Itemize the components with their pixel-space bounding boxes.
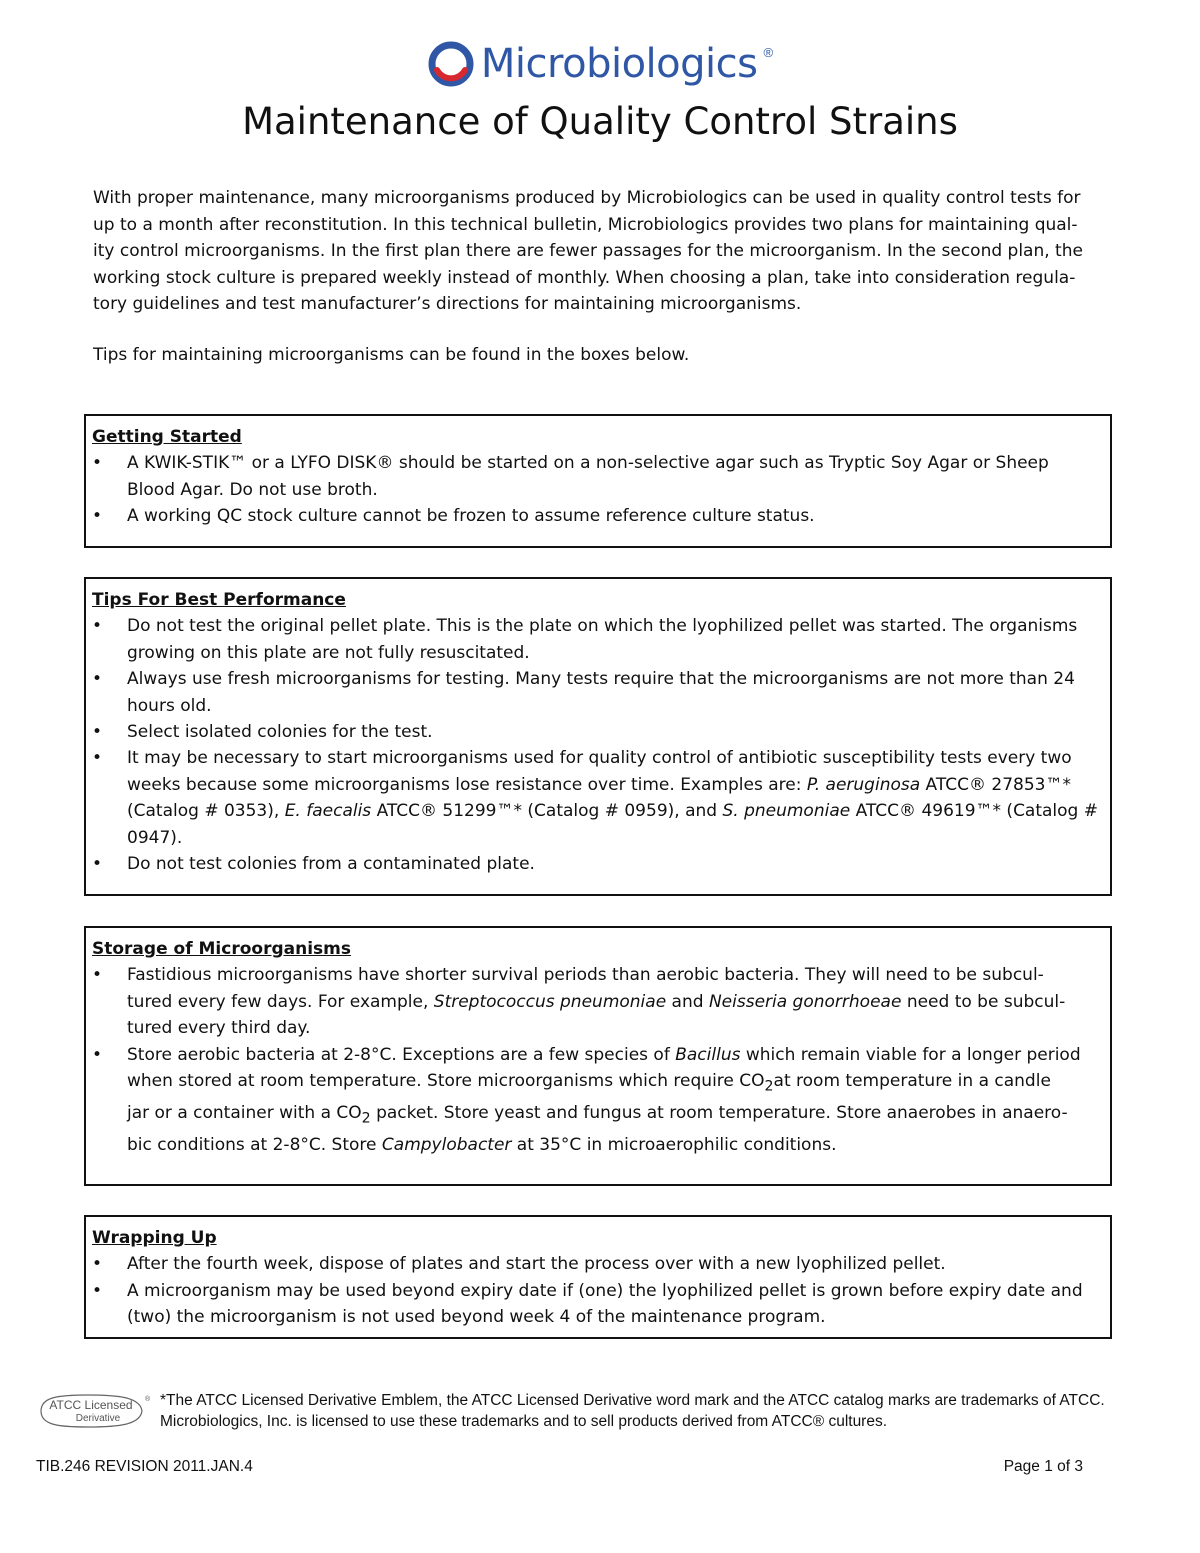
subscript: 2 [361, 1110, 371, 1127]
intro-paragraph [93, 185, 1123, 318]
item-line [127, 989, 1104, 1015]
text-span: when stored at room temperature. Store microorganisms which require CO [127, 1071, 765, 1092]
getting-started-box [84, 414, 1112, 548]
logo-wordmark: Microbiologics [480, 41, 758, 87]
bullet-icon: • [92, 669, 103, 690]
species-name: S. pneumoniae [722, 801, 851, 822]
item-line: After the fourth week, dispose of plates and start the process over with a new lyophilized pellet. [127, 1254, 946, 1275]
text-span: at room temperature in a candle [773, 1071, 1051, 1092]
item-line [127, 1100, 1104, 1132]
item-line: A working QC stock culture cannot be frozen to assume reference culture status. [127, 506, 815, 527]
bullet-icon: • [92, 1254, 103, 1275]
item-line [127, 1132, 1104, 1158]
list-item [92, 1278, 1104, 1331]
brand-logo [0, 40, 1200, 88]
species-name: E. faecalis [284, 801, 372, 822]
bullet-icon: • [92, 854, 103, 875]
text-span: at 35°C in microaerophilic conditions. [511, 1134, 837, 1155]
bullet-icon: • [92, 1280, 103, 1301]
text-span: (Catalog # 0353), [127, 801, 285, 822]
item-line: Do not test colonies from a contaminated plate. [127, 854, 535, 875]
item-line: Select isolated colonies for the test. [127, 722, 433, 743]
list-item [92, 1042, 1104, 1158]
text-span: and [666, 991, 709, 1012]
text-span: weeks because some microorganisms lose resistance over time. Examples are: [127, 774, 807, 795]
logo-registered-mark: ® [763, 44, 774, 60]
item-line: (two) the microorganism is not used beyond week 4 of the maintenance program. [127, 1307, 826, 1328]
document-revision: TIB.246 REVISION 2011.JAN.4 [36, 1458, 253, 1475]
bullet-icon: • [92, 722, 103, 743]
item-line: Always use fresh microorganisms for testing. Many tests require that the microorganisms are not more than 24 [127, 669, 1075, 690]
page-number: Page 1 of 3 [1003, 1458, 1083, 1475]
text-span: tured every few days. For example, [127, 991, 434, 1012]
atcc-emblem-line1: ATCC Licensed [49, 1398, 133, 1412]
list-item [92, 613, 1104, 666]
storage-box [84, 926, 1112, 1186]
intro-line: tory guidelines and test manufacturer’s directions for maintaining microorganisms. [93, 294, 802, 314]
list-item [92, 666, 1104, 719]
intro-line: working stock culture is prepared weekly instead of monthly. When choosing a plan, take into consideration regula- [93, 267, 1076, 288]
text-span: Store aerobic bacteria at 2-8°C. Exceptions are a few species of [127, 1044, 676, 1065]
text-span: packet. Store yeast and fungus at room temperature. Store anaerobes in anaero- [370, 1102, 1068, 1123]
list-item [92, 962, 1104, 1041]
wrapping-up-title: Wrapping Up [92, 1228, 217, 1248]
item-line: Blood Agar. Do not use broth. [127, 479, 378, 500]
bullet-icon: • [92, 965, 103, 986]
list-item [92, 745, 1104, 851]
species-name: Streptococcus pneumoniae [433, 991, 667, 1012]
footnote-line: Microbiologics, Inc. is licensed to use these trademarks and to sell products derived from ATCC® cultures. [160, 1413, 888, 1430]
list-item [92, 1251, 1104, 1277]
item-line [127, 798, 1104, 824]
list-item [92, 503, 1104, 529]
text-span: ATCC® 27853™* [920, 774, 1071, 795]
trademark-footnote [160, 1390, 1150, 1432]
intro-line: ity control microorganisms. In the first plan there are fewer passages for the microorganism. In the second plan, the [93, 241, 1083, 261]
bullet-icon: • [92, 506, 103, 527]
microbiologics-logo-icon [427, 40, 475, 88]
page-title: Maintenance of Quality Control Strains [242, 100, 958, 143]
bullet-icon: • [92, 453, 103, 474]
species-name: Neisseria gonorrhoeae [708, 991, 902, 1012]
item-line: It may be necessary to start microorganisms used for quality control of antibiotic susceptibility tests every two [127, 748, 1072, 769]
atcc-licensed-derivative-emblem [38, 1393, 153, 1434]
list-item [92, 851, 1104, 877]
species-name: Bacillus [675, 1044, 741, 1065]
subscript: 2 [764, 1078, 774, 1095]
text-span: jar or a container with a CO [127, 1102, 362, 1123]
item-line: Do not test the original pellet plate. This is the plate on which the lyophilized pellet was started. The organisms [127, 616, 1078, 637]
bullet-icon: • [92, 1044, 103, 1065]
bullet-icon: • [92, 616, 103, 637]
item-line [127, 1042, 1104, 1068]
footnote-line: *The ATCC Licensed Derivative Emblem, the ATCC Licensed Derivative word mark and the ATCC catalog marks are trademarks of ATCC. [160, 1392, 1105, 1409]
text-span: which remain viable for a longer period [740, 1044, 1081, 1065]
bullet-icon: • [92, 748, 103, 769]
item-line: hours old. [127, 695, 212, 716]
text-span: need to be subcul- [901, 991, 1066, 1012]
item-line: growing on this plate are not fully resuscitated. [127, 642, 530, 663]
intro-line: up to a month after reconstitution. In this technical bulletin, Microbiologics provides two plans for maintaining qual- [93, 214, 1078, 235]
atcc-emblem-reg: ® [145, 1396, 151, 1403]
storage-title: Storage of Microorganisms [92, 939, 351, 959]
item-line: A microorganism may be used beyond expiry date if (one) the lyophilized pellet is grown before expiry date and [127, 1280, 1083, 1301]
item-line: Fastidious microorganisms have shorter survival periods than aerobic bacteria. They will need to be subcul- [127, 965, 1044, 986]
atcc-emblem-line2: Derivative [75, 1413, 121, 1424]
best-performance-title: Tips For Best Performance [92, 590, 346, 610]
item-line: tured every third day. [127, 1018, 311, 1039]
list-item [92, 450, 1104, 503]
getting-started-title: Getting Started [92, 427, 242, 447]
item-line [127, 772, 1104, 798]
item-line: 0947). [127, 827, 183, 848]
text-span: ATCC® 49619™* (Catalog # [850, 801, 1098, 822]
atcc-emblem-icon [38, 1393, 153, 1429]
intro-line: With proper maintenance, many microorganisms produced by Microbiologics can be used in quality control tests for [93, 188, 1081, 208]
list-item [92, 719, 1104, 745]
species-name: P. aeruginosa [806, 774, 921, 795]
item-line: A KWIK-STIK™ or a LYFO DISK® should be started on a non-selective agar such as Tryptic Soy Agar or Sheep [127, 453, 1049, 474]
text-span: ATCC® 51299™* (Catalog # 0959), and [371, 801, 723, 822]
best-performance-box [84, 577, 1112, 896]
text-span: bic conditions at 2-8°C. Store [127, 1134, 382, 1155]
species-name: Campylobacter [381, 1134, 512, 1155]
wrapping-up-box [84, 1215, 1112, 1339]
item-line [127, 1068, 1104, 1100]
tips-paragraph: Tips for maintaining microorganisms can be found in the boxes below. [93, 345, 690, 365]
